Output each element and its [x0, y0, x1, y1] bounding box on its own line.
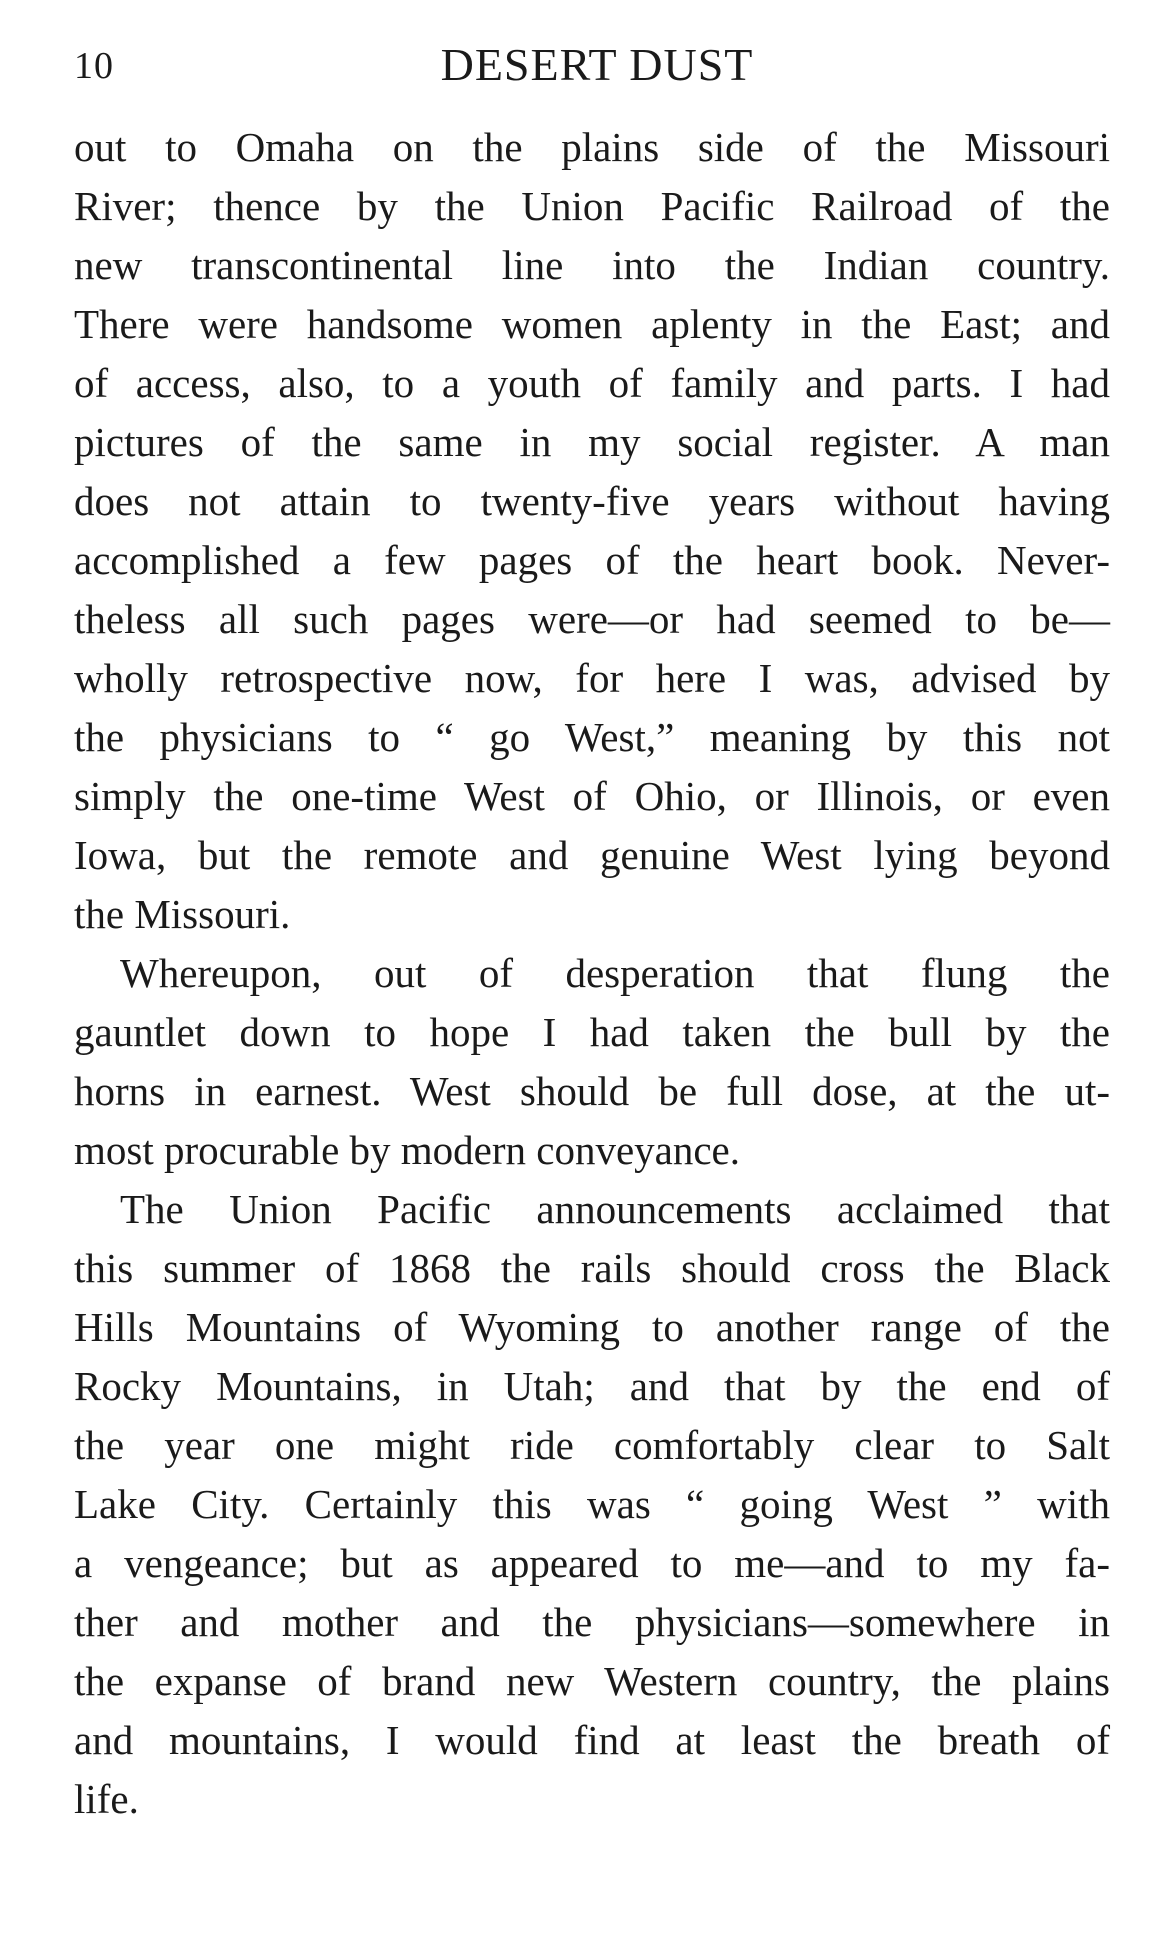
paragraph-1 — [74, 118, 1110, 944]
text-line: There were handsome women aplenty in the East; and — [74, 301, 1110, 347]
text-line: River; thence by the Union Pacific Railroad of the — [74, 183, 1110, 229]
text-line: wholly retrospective now, for here I was, advised by — [74, 655, 1110, 701]
text-line: and mountains, I would find at least the breath of — [74, 1717, 1110, 1763]
page-number: 10 — [74, 45, 114, 87]
text-line: life. — [74, 1776, 139, 1822]
text-line: The Union Pacific announcements acclaimed that — [120, 1186, 1110, 1232]
body-text — [74, 118, 1110, 1829]
text-line: horns in earnest. West should be full dose, at the ut- — [74, 1068, 1110, 1114]
text-line: Whereupon, out of desperation that flung the — [120, 950, 1110, 996]
text-line: ther and mother and the physicians—somewhere in — [74, 1599, 1110, 1645]
text-line: new transcontinental line into the Indian country. — [74, 242, 1110, 288]
running-head — [74, 38, 1120, 98]
text-line: out to Omaha on the plains side of the Missouri — [74, 124, 1110, 170]
text-line: does not attain to twenty-five years without having — [74, 478, 1110, 524]
text-line: Lake City. Certainly this was “ going West ” with — [74, 1481, 1110, 1527]
text-line: accomplished a few pages of the heart book. Never- — [74, 537, 1110, 583]
text-line: a vengeance; but as appeared to me—and to my fa- — [74, 1540, 1110, 1586]
text-line: theless all such pages were—or had seemed to be— — [74, 596, 1110, 642]
text-line: pictures of the same in my social register. A man — [74, 419, 1110, 465]
text-line: Rocky Mountains, in Utah; and that by the end of — [74, 1363, 1110, 1409]
paragraph-3 — [74, 1180, 1110, 1829]
text-line: the physicians to “ go West,” meaning by this not — [74, 714, 1110, 760]
text-line: most procurable by modern conveyance. — [74, 1127, 741, 1173]
text-line: Iowa, but the remote and genuine West lying beyond — [74, 832, 1110, 878]
text-line: the Missouri. — [74, 891, 291, 937]
text-line: simply the one-time West of Ohio, or Illinois, or even — [74, 773, 1110, 819]
text-line: gauntlet down to hope I had taken the bull by the — [74, 1009, 1110, 1055]
text-line: of access, also, to a youth of family and parts. I had — [74, 360, 1110, 406]
paragraph-2 — [74, 944, 1110, 1180]
text-line: this summer of 1868 the rails should cross the Black — [74, 1245, 1110, 1291]
text-line: the expanse of brand new Western country, the plains — [74, 1658, 1110, 1704]
text-line: Hills Mountains of Wyoming to another range of the — [74, 1304, 1110, 1350]
book-title: DESERT DUST — [440, 39, 754, 90]
text-line: the year one might ride comfortably clear to Salt — [74, 1422, 1110, 1468]
